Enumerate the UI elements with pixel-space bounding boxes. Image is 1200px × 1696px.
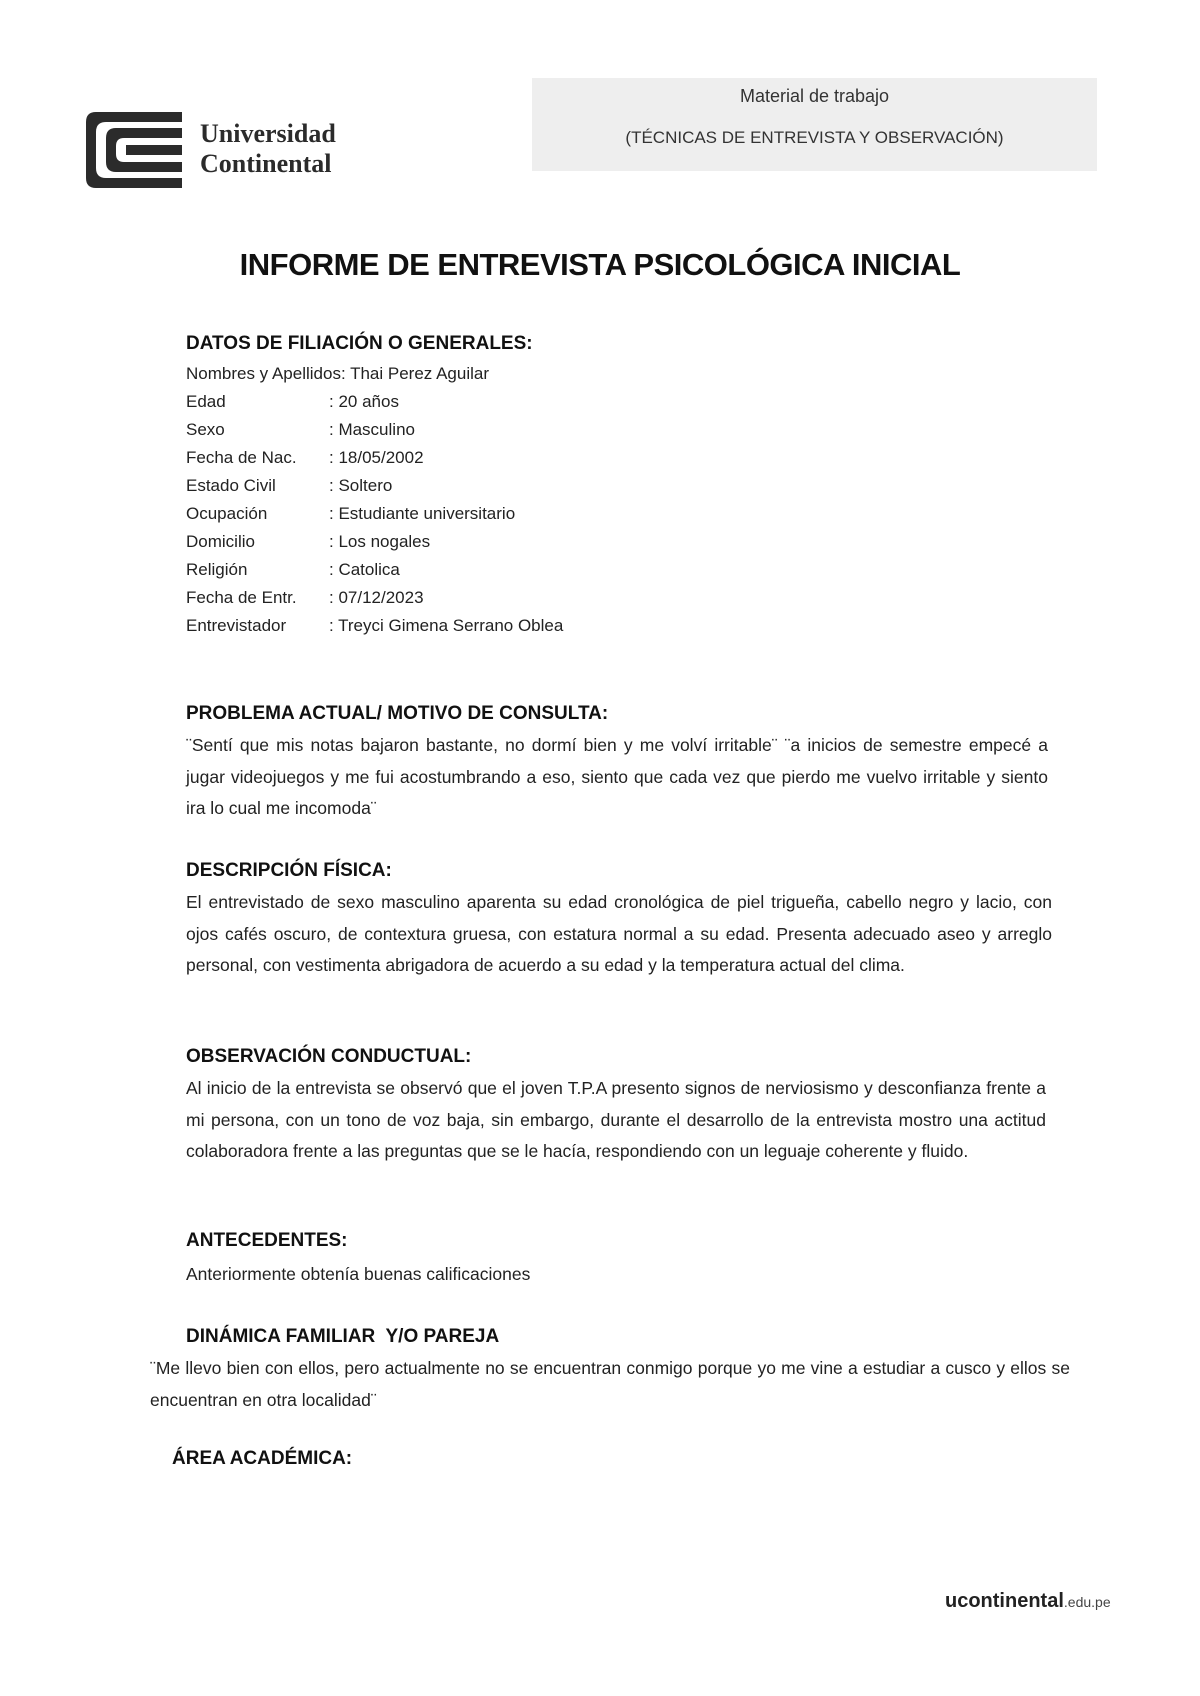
- row-value: : Estudiante universitario: [329, 504, 516, 523]
- observacion-heading: OBSERVACIÓN CONDUCTUAL:: [186, 1046, 472, 1067]
- row-label: Fecha de Entr.: [186, 588, 297, 607]
- area-academica-heading: ÁREA ACADÉMICA:: [172, 1448, 353, 1469]
- dinamica-text: ¨Me llevo bien con ellos, pero actualmente no se encuentran conmigo porque yo me vine a estudiar a cusco y ellos se encuentran en otra localidad¨: [150, 1358, 1070, 1410]
- row-value: : Soltero: [329, 476, 393, 495]
- problema-text: ¨Sentí que mis notas bajaron bastante, no dormí bien y me volví irritable¨ ¨a inicios de semestre empecé a jugar videojuegos y me fui acostumbrando a eso, siento que cada vez que pierdo me vuelvo irritable y siento ira lo cual me incomoda¨: [186, 735, 1048, 818]
- datos-row: [186, 444, 563, 472]
- datos-row: [186, 500, 563, 528]
- observacion-text: Al inicio de la entrevista se observó que el joven T.P.A presento signos de nerviosismo y desconfianza frente a mi persona, con un tono de voz baja, sin embargo, durante el desarrollo de la entrevista mostro una actitud colaboradora frente a las preguntas que se le hacía, respondiendo con un leguaje coherente y fluido.: [186, 1078, 1046, 1161]
- datos-row: [186, 528, 563, 556]
- logo-line-2: Continental: [200, 149, 332, 178]
- row-label: Domicilio: [186, 532, 255, 551]
- name-line: Nombres y Apellidos: Thai Perez Aguilar: [186, 364, 490, 383]
- university-logo-text: [200, 119, 336, 179]
- datos-row: [186, 388, 563, 416]
- footer-brand: [945, 1590, 1111, 1613]
- row-value: : Treyci Gimena Serrano Oblea: [329, 616, 564, 635]
- material-label: Material de trabajo: [739, 86, 890, 106]
- row-label: Ocupación: [186, 504, 268, 523]
- row-value: : 18/05/2002: [329, 448, 424, 467]
- row-value: : 20 años: [329, 392, 399, 411]
- descripcion-heading: DESCRIPCIÓN FÍSICA:: [186, 860, 392, 881]
- row-label: Edad: [186, 392, 226, 411]
- course-subtitle: (TÉCNICAS DE ENTREVISTA Y OBSERVACIÓN): [625, 128, 1004, 147]
- datos-row: [186, 416, 563, 444]
- row-label: Religión: [186, 560, 248, 579]
- row-value: : Los nogales: [329, 532, 431, 551]
- row-value: : Masculino: [329, 420, 415, 439]
- datos-heading: DATOS DE FILIACIÓN O GENERALES:: [186, 333, 533, 354]
- problema-heading: PROBLEMA ACTUAL/ MOTIVO DE CONSULTA:: [186, 703, 609, 724]
- datos-row: [186, 556, 563, 584]
- dinamica-heading: DINÁMICA FAMILIAR Y/O PAREJA: [186, 1326, 500, 1347]
- row-label: Fecha de Nac.: [186, 448, 297, 467]
- antecedentes-heading: ANTECEDENTES:: [186, 1230, 348, 1251]
- datos-list: [186, 388, 563, 640]
- row-label: Sexo: [186, 420, 225, 439]
- page-title: INFORME DE ENTREVISTA PSICOLÓGICA INICIAL: [239, 247, 961, 282]
- row-value: : Catolica: [329, 560, 400, 579]
- antecedentes-text: Anteriormente obtenía buenas calificaciones: [186, 1264, 531, 1284]
- row-label: Entrevistador: [186, 616, 287, 635]
- logo-line-1: Universidad: [200, 119, 336, 148]
- datos-row: [186, 612, 563, 640]
- footer-brand-name: ucontinental: [945, 1590, 1064, 1612]
- footer-domain: .edu.pe: [1063, 1594, 1111, 1610]
- datos-row: [186, 472, 563, 500]
- row-label: Estado Civil: [186, 476, 276, 495]
- descripcion-text: El entrevistado de sexo masculino aparenta su edad cronológica de piel trigueña, cabello negro y lacio, con ojos cafés oscuro, de contextura gruesa, con estatura normal a su edad. Presenta adecuado aseo y arreglo personal, con vestimenta abrigadora de acuerdo a su edad y la temperatura actual del clima.: [186, 892, 1052, 975]
- row-value: : 07/12/2023: [329, 588, 424, 607]
- datos-row: [186, 584, 563, 612]
